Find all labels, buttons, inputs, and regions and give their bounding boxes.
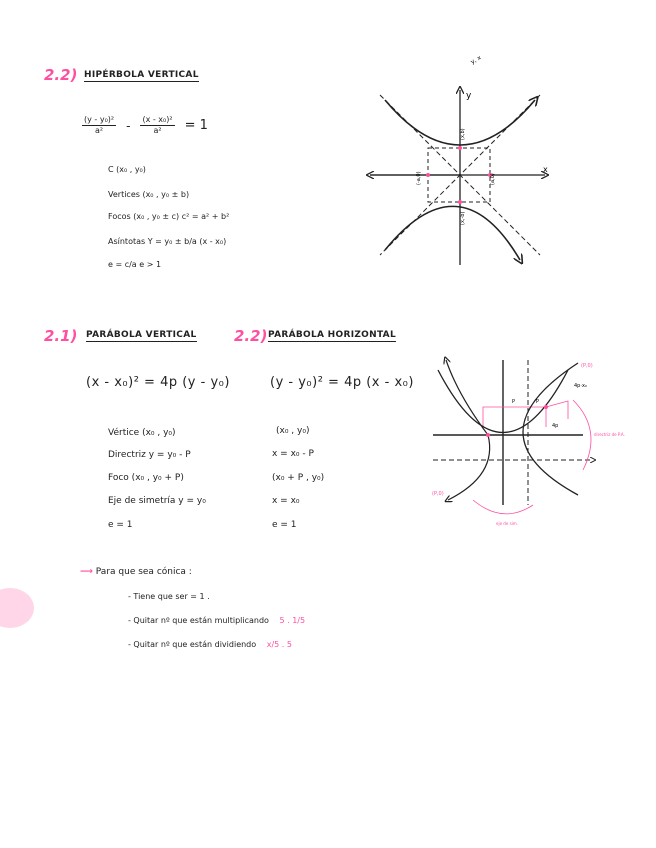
parabola-label-p2: P bbox=[536, 399, 540, 405]
parabola-h-foco: (x₀ + P , y₀) bbox=[272, 473, 325, 483]
hiperbola-centro: C (x₀ , y₀) bbox=[108, 165, 146, 174]
hiperbola-asintotas: Asíntotas Y = y₀ ± b/a (x - x₀) bbox=[108, 237, 227, 246]
parabola-v-equation: (x - x₀)² = 4p (y - y₀) bbox=[86, 375, 230, 390]
hiperbola-equation: $\frac{\text{(y - y₀)²}}{\text{a²}}$ - $\frac{\text{(x - x₀)²}}{\text{a²}}$ = 1 bbox=[84, 115, 208, 135]
graph-label-bottom: (x,-b) bbox=[460, 211, 466, 225]
section-number-hiperbola: 2.2) bbox=[44, 66, 78, 84]
parabola-v-foco: Foco (x₀ , y₀ + P) bbox=[108, 473, 184, 483]
parabola-graph bbox=[428, 355, 628, 535]
parabola-v-title: PARÁBOLA VERTICAL bbox=[86, 330, 197, 340]
section-number-parabola-v: 2.1) bbox=[44, 327, 78, 345]
parabola-label-p1: P bbox=[512, 399, 516, 405]
fraction-1: $\frac{\text{(y - y₀)²}}{\text{a²}}$ bbox=[84, 115, 115, 135]
hiperbola-excentricidad: e = c/a e > 1 bbox=[108, 260, 162, 269]
graph-label-left: (-a,0) bbox=[416, 171, 422, 185]
hiperbola-title: HIPÉRBOLA VERTICAL bbox=[84, 70, 199, 80]
decorative-blot bbox=[0, 588, 34, 628]
conica-heading: ⟶ Para que sea cónica : bbox=[80, 567, 192, 577]
hiperbola-graph bbox=[360, 40, 560, 275]
parabola-label-directriz: directriz de P.A. bbox=[594, 432, 625, 437]
graph-label-right: (a,0) bbox=[490, 173, 496, 185]
parabola-h-curve bbox=[523, 363, 578, 495]
graph-label-top: (x,b) bbox=[460, 128, 466, 140]
parabola-v-eje: Eje de simetría y = y₀ bbox=[108, 496, 206, 506]
parabola-h-title: PARÁBOLA HORIZONTAL bbox=[268, 330, 396, 340]
conica-item-1: - Tiene que ser = 1 . bbox=[128, 592, 210, 601]
graph-label-x: x bbox=[543, 165, 548, 174]
parabola-label-mid-right: 4p·x₀ bbox=[574, 383, 587, 389]
parabola-h-eje: x = x₀ bbox=[272, 496, 300, 506]
parabola-h-vertice: (x₀ , y₀) bbox=[276, 426, 310, 436]
parabola-label-p3: 4p bbox=[552, 423, 559, 429]
hiperbola-focos: Focos (x₀ , y₀ ± c) c² = a² + b² bbox=[108, 212, 230, 221]
parabola-label-bottom-left: (P,0) bbox=[432, 491, 444, 497]
parabola-v-directriz: Directriz y = y₀ - P bbox=[108, 450, 191, 460]
parabola-h-directriz: x = x₀ - P bbox=[272, 449, 314, 459]
conica-item-2: - Quitar nº que están multiplicando 5 . 1/5 bbox=[128, 616, 306, 625]
parabola-h-e: e = 1 bbox=[272, 520, 297, 530]
parabola-h-equation: (y - y₀)² = 4p (x - x₀) bbox=[270, 375, 414, 390]
conica-item-3: - Quitar nº que están dividiendo x/5 . 5 bbox=[128, 640, 292, 649]
arrow-right-icon: ⟶ bbox=[80, 567, 93, 577]
fraction-2: $\frac{\text{(x - x₀)²}}{\text{a²}}$ bbox=[142, 115, 173, 135]
hiperbola-vertices: Vertices (x₀ , y₀ ± b) bbox=[108, 190, 190, 199]
graph-label-corner: y, x bbox=[469, 54, 483, 66]
parabola-v-vertice: Vértice (x₀ , y₀) bbox=[108, 428, 176, 438]
parabola-label-top-right: (P,0) bbox=[581, 363, 593, 369]
parabola-label-eje: eje de sim. bbox=[496, 521, 518, 526]
graph-label-y: y bbox=[466, 91, 472, 101]
section-number-parabola-h: 2.2) bbox=[234, 327, 268, 345]
parabola-v-e: e = 1 bbox=[108, 520, 133, 530]
